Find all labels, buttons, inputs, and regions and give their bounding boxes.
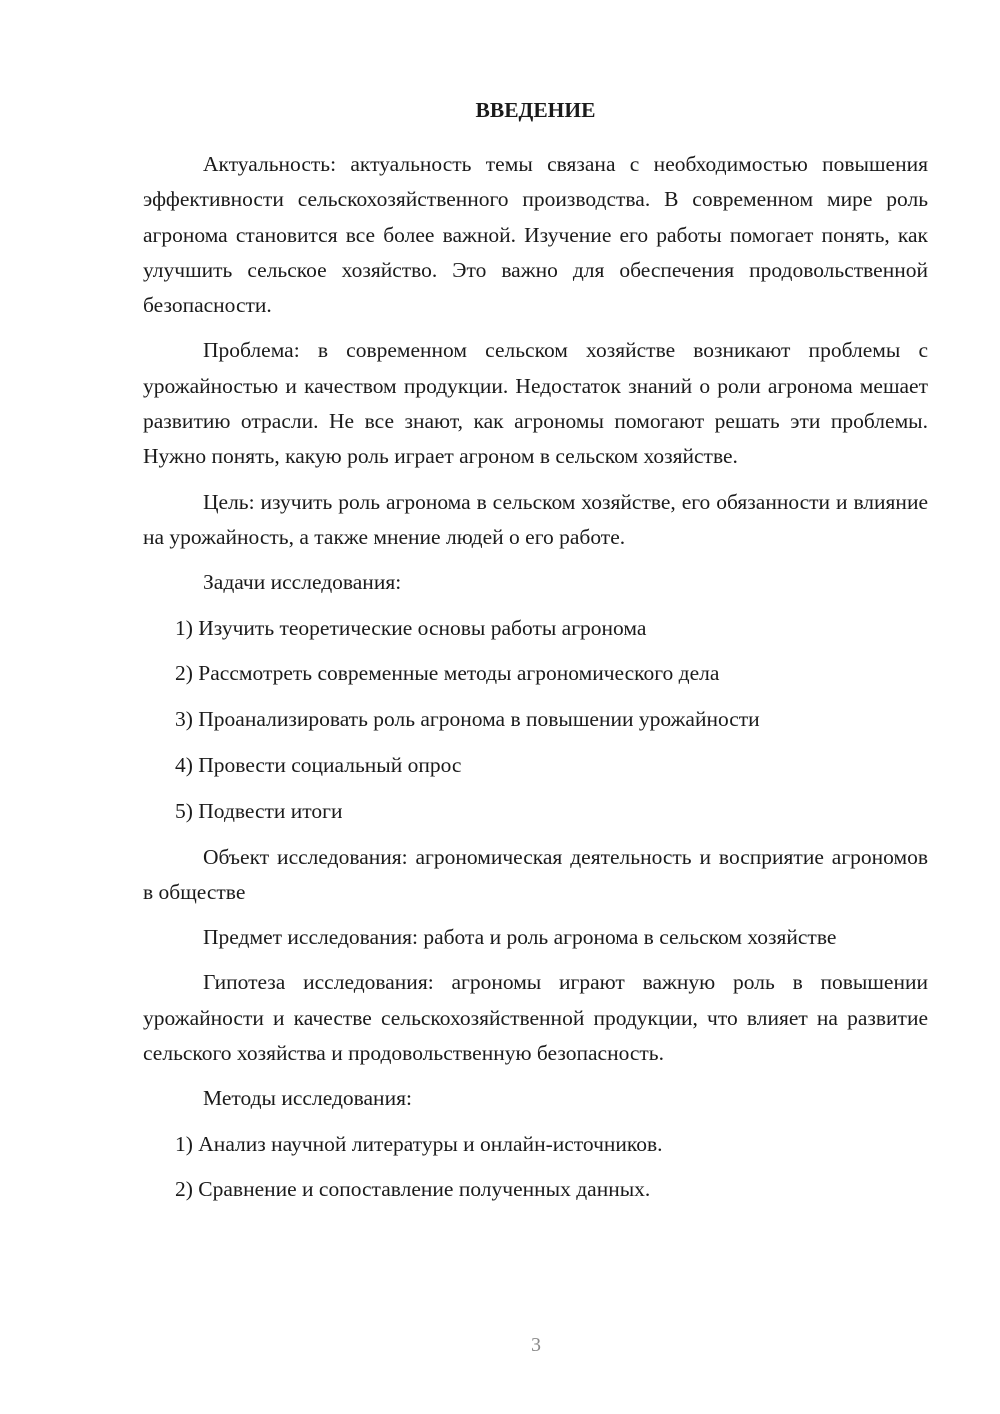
- methods-list: [143, 1127, 928, 1208]
- task-item: 4) Провести социальный опрос: [175, 752, 462, 777]
- hypothesis-paragraph: Гипотеза исследования: агрономы играют важную роль в повышении урожайности и качестве сельскохозяйственной продукции, что влияет на развитие сельского хозяйства и продовольственную безопасность.: [143, 970, 928, 1066]
- goal-paragraph: Цель: изучить роль агронома в сельском хозяйстве, его обязанности и влияние на урожайность, а также мнение людей о его работе.: [143, 489, 928, 549]
- task-item: 3) Проанализировать роль агронома в повышении урожайности: [175, 707, 760, 732]
- methods-heading: Методы исследования:: [203, 1086, 412, 1111]
- section-title: ВВЕДЕНИЕ: [475, 98, 596, 122]
- method-item: 1) Анализ научной литературы и онлайн-источников.: [175, 1131, 663, 1156]
- task-item: 2) Рассмотреть современные методы агрономического дела: [175, 661, 720, 686]
- document-page: [143, 92, 928, 1218]
- tasks-heading: Задачи исследования:: [203, 570, 402, 595]
- relevance-paragraph: Актуальность: актуальность темы связана с необходимостью повышения эффективности сельскохозяйственного производства. В современном мире роль агронома становится все более важной. Изучение его работы помогает понять, как улучшить сельское хозяйство. Это важно для обеспечения продовольственной безопасности.: [143, 152, 928, 318]
- problem-paragraph: Проблема: в современном сельском хозяйстве возникают проблемы с урожайностью и качеством продукции. Недостаток знаний о роли агронома мешает развитию отрасли. Не все знают, как агрономы помогают решать эти проблемы. Нужно понять, какую роль играет агроном в сельском хозяйстве.: [143, 338, 928, 469]
- object-paragraph: Объект исследования: агрономическая деятельность и восприятие агрономов в обществе: [143, 844, 928, 904]
- page-number: 3: [531, 1334, 541, 1356]
- method-item: 2) Сравнение и сопоставление полученных данных.: [175, 1177, 651, 1202]
- tasks-list: [143, 611, 928, 829]
- task-item: 5) Подвести итоги: [175, 798, 343, 823]
- task-item: 1) Изучить теоретические основы работы агронома: [175, 615, 647, 640]
- subject-paragraph: Предмет исследования: работа и роль агронома в сельском хозяйстве: [203, 925, 837, 950]
